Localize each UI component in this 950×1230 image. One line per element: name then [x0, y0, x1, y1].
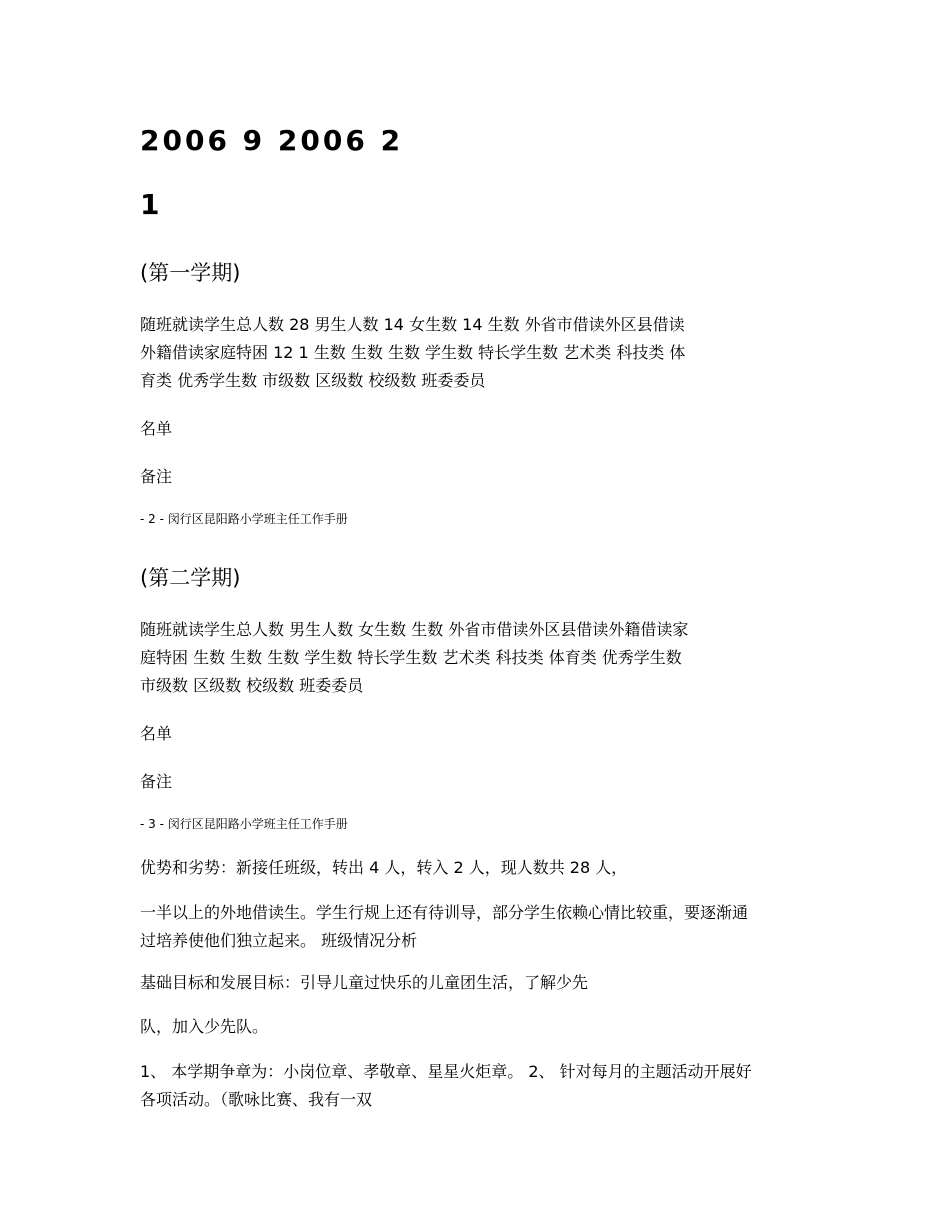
semester2-list-label: 名单	[140, 724, 173, 743]
semester2-line-1: 随班就读学生总人数 男生人数 女生数 生数 外省市借读外区县借读外籍借读家	[140, 620, 689, 639]
page-footer-2: - 2 - 闵行区昆阳路小学班主任工作手册	[140, 512, 348, 526]
items-paragraph	[140, 1058, 820, 1114]
goals-line: 基础目标和发展目标：引导儿童过快乐的儿童团生活，了解少先	[140, 973, 589, 992]
semester2-note-label: 备注	[140, 772, 173, 791]
semester1-line-1: 随班就读学生总人数 28 男生人数 14 女生数 14 生数 外省市借读外区县借读	[140, 315, 685, 334]
heading-dates: 2006 9 2006 2	[140, 124, 404, 157]
goals-continuation: 队，加入少先队。	[140, 1017, 269, 1036]
semester1-line-2: 外籍借读家庭特困 12 1 生数 生数 生数 学生数 特长学生数 艺术类 科技类 体	[140, 343, 686, 362]
items-line-2: 各项活动。（歌咏比赛、我有一双	[140, 1090, 373, 1109]
semester1-note-label: 备注	[140, 467, 173, 486]
semester1-title: (第一学期)	[140, 261, 241, 285]
page-footer-3: - 3 - 闵行区昆阳路小学班主任工作手册	[140, 817, 348, 831]
heading-number: 1	[140, 188, 163, 221]
strengths-line: 优势和劣势：新接任班级，转出 4 人，转入 2 人，现人数共 28 人，	[140, 858, 628, 877]
analysis-line-1: 一半以上的外地借读生。学生行规上还有待训导，部分学生依赖心情比较重，要逐渐通	[140, 903, 749, 922]
items-line-1: 1、 本学期争章为：小岗位章、孝敬章、星星火炬章。 2、 针对每月的主题活动开展好	[140, 1062, 752, 1081]
semester2-line-2: 庭特困 生数 生数 生数 学生数 特长学生数 艺术类 科技类 体育类 优秀学生数	[140, 648, 682, 667]
analysis-line-2: 过培养使他们独立起来。 班级情况分析	[140, 931, 418, 950]
analysis-paragraph	[140, 899, 820, 955]
semester1-list-label: 名单	[140, 419, 173, 438]
semester2-paragraph	[140, 616, 820, 700]
semester1-line-3: 育类 优秀学生数 市级数 区级数 校级数 班委委员	[140, 371, 486, 390]
semester1-paragraph	[140, 311, 820, 395]
semester2-line-3: 市级数 区级数 校级数 班委委员	[140, 676, 364, 695]
semester2-title: (第二学期)	[140, 566, 241, 590]
